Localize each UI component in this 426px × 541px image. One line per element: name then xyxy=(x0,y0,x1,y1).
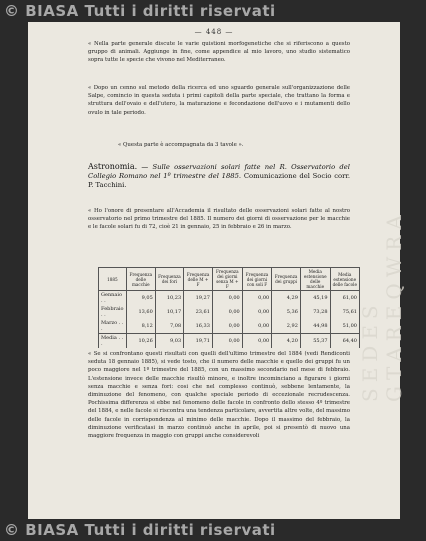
scanned-page xyxy=(28,22,406,519)
table-cell: 9,05 xyxy=(126,291,155,306)
section-heading xyxy=(88,162,350,190)
table-cell: 0,00 xyxy=(242,305,272,319)
table-cell: 64,40 xyxy=(330,334,359,349)
table-cell: 0,00 xyxy=(212,334,242,349)
table-cell: Marzo . . . xyxy=(99,319,127,334)
table-cell: 10,17 xyxy=(155,305,183,319)
table-header: Frequenza dei fori xyxy=(155,268,183,291)
table-cell: 0,00 xyxy=(212,291,242,306)
table-cell: 16,33 xyxy=(184,319,213,334)
page-number: — 448 — xyxy=(194,28,234,36)
table-cell: 55,37 xyxy=(300,334,330,349)
table-cell: 0,00 xyxy=(242,291,272,306)
table-cell: 7,08 xyxy=(155,319,183,334)
table-header: 1885 xyxy=(99,268,127,291)
table-row xyxy=(99,291,360,306)
table-header: Frequenza delle M + F xyxy=(184,268,213,291)
table-cell: 51,00 xyxy=(330,319,359,334)
paragraph-1: « Nella parte generale discute le varie quistioni morfogenetiche che si riferiscono a questo gruppo di animali. Aggiunge in fine, come appendice al mio lavoro, uno studio sistematico sopra tutte le specie che vivono nel Mediterraneo. xyxy=(88,41,350,64)
intro-paragraph: « Ho l'onore di presentare all'Accademia il risultato delle osservazioni solari fatte al nostro osservatorio nel primo trimestre del 1885. Il numero dei giorni di osservazione per le macchie e le facole solari fu di 72, cioè 21 in gennaio, 25 in febbraio e 26 in marzo. xyxy=(88,208,350,231)
table-cell: Febbraio . . xyxy=(99,305,127,319)
table-header: Frequenza dei gruppi xyxy=(272,268,301,291)
table-cell: 9,03 xyxy=(155,334,183,349)
table-cell: 10,23 xyxy=(155,291,183,306)
table-cell: 0,00 xyxy=(242,334,272,349)
table-row xyxy=(99,334,360,349)
copyright-banner-bottom: © BIASA Tutti i diritti riservati xyxy=(4,521,276,539)
table-cell: 73,28 xyxy=(300,305,330,319)
table-row xyxy=(99,305,360,319)
table-cell: Gennaio . . xyxy=(99,291,127,306)
table-cell: 0,00 xyxy=(242,319,272,334)
table-cell: 2,92 xyxy=(272,319,301,334)
table-header: Media estensione delle macchie xyxy=(300,268,330,291)
watermark-stamp: SEDES GTAREQWRA xyxy=(358,209,406,402)
table-header-row xyxy=(99,268,360,291)
table-cell: 23,61 xyxy=(184,305,213,319)
copyright-banner-top: © BIASA Tutti i diritti riservati xyxy=(4,2,276,20)
table-cell: 13,60 xyxy=(126,305,155,319)
table-cell: 0,00 xyxy=(212,305,242,319)
table-cell: 19,27 xyxy=(184,291,213,306)
table-cell: 4,29 xyxy=(272,291,301,306)
table-cell: 61,00 xyxy=(330,291,359,306)
heading-title: Astronomia. xyxy=(88,162,138,171)
paragraph-2: « Dopo un cenno sul metodo della ricerca ed uno sguardo generale sull'organizzazione delle Salpe, comincio in questa seduta i primi capitoli della parte speciale, che trattano la forma e struttura dell'ovaio e dell'utero, la maturazione e fecondazione dell'uovo e i mutamenti dello ovulo in tale periodo. xyxy=(88,85,350,116)
table-row xyxy=(99,319,360,334)
table-cell: 0,00 xyxy=(212,319,242,334)
table-cell: 75,61 xyxy=(330,305,359,319)
table-cell: 19,71 xyxy=(184,334,213,349)
heading-italic: — Sulle osservazioni solari fatte nel R. Osservatorio del Collegio Romano nel 1º trimestre del 1885. xyxy=(88,163,350,180)
table-header: Frequenza dei giorni con soli F xyxy=(242,268,272,291)
table-cell: 4,20 xyxy=(272,334,301,349)
table-cell: 10,26 xyxy=(126,334,155,349)
heading-rest: Comunicazione del Socio corr. P. Tacchini. xyxy=(88,172,351,189)
table-cell: 45,19 xyxy=(300,291,330,306)
table-cell: 5,36 xyxy=(272,305,301,319)
table-cell: 8,12 xyxy=(126,319,155,334)
table-header: Frequenza delle macchie xyxy=(126,268,155,291)
table-header: Frequenza dei giorni senza M + F xyxy=(212,268,242,291)
table-header: Media estensione delle facole xyxy=(330,268,359,291)
table-cell: Media . . . xyxy=(99,334,127,349)
closing-paragraph: « Se si confrontano questi risultati con quelli dell'ultimo trimestre del 1884 (vedi Rendiconti seduta 18 gennaio 1885), si vede tosto, che il numero delle macchie e quello dei gruppi fu un poco maggiore nel 1º trimestre del 1885, con un massimo secondario nel mese di febbraio. L'estensione invece delle macchie risultò minore, e inoltre incominciano a figurare i giorni senza macchie e senza fori: cosi che nel complesso continuò, sebbene lentamente, la diminuzione del fenomeno, con qualche speciale periodo di eccezionale recrudescenza. Pochissima differenza si ebbe nel fenomeno delle facole in confronto dello stesso 4º trimestre del 1884, e nelle facole si riscontra una tendenza particolare, avvertita altre volte, del massimo delle facole in corrispondenza al minimo delle macchie. Dopo il massimo del febbraio, la diminuzione verificatasi in marzo continuò anche in aprile, poi si presentò di nuovo una maggiore frequenza in maggio con gruppi anche considerevoli xyxy=(88,351,350,440)
paragraph-3: « Questa parte è accompagnata da 3 tavole ». xyxy=(118,142,244,148)
observations-table xyxy=(98,267,360,348)
table-cell: 44,98 xyxy=(300,319,330,334)
